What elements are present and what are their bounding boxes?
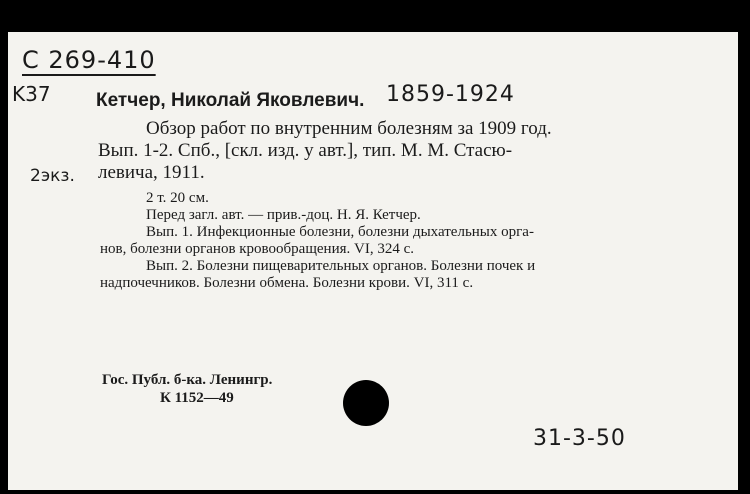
library-stamp: Гос. Публ. б-ка. Ленингр. [102,372,273,388]
punch-hole [343,380,389,426]
author-dates: 1859-1924 [386,82,515,107]
title-line-3: левича, 1911. [98,162,205,183]
note-line-5: надпочечников. Болезни обмена. Болезни крови. VI, 311 с. [100,275,474,291]
handwritten-date: 31-3-50 [533,426,626,451]
copies-note: 2экз. [30,166,75,186]
catalog-card [8,32,738,490]
shelfmark: C 269-410 [22,46,156,74]
author-heading: Кетчер, Николай Яковлевич. [96,90,365,111]
note-line-4: Вып. 2. Болезни пищеварительных органов. Болезни почек и [146,258,536,274]
note-line-1: Перед загл. авт. — прив.-доц. Н. Я. Кетчер. [146,207,421,223]
title-line-1: Обзор работ по внутренним болезням за 1909 год. [146,118,552,139]
catalog-number: К 1152—49 [160,390,234,406]
note-line-3: нов, болезни органов кровообращения. VI, 324 с. [100,241,414,257]
physical-description: 2 т. 20 см. [146,190,209,206]
note-line-2: Вып. 1. Инфекционные болезни, болезни дыхательных орга- [146,224,534,240]
call-prefix: K37 [12,82,51,106]
title-line-2: Вып. 1-2. Спб., [скл. изд. у авт.], тип. М. М. Стасю- [98,140,513,161]
